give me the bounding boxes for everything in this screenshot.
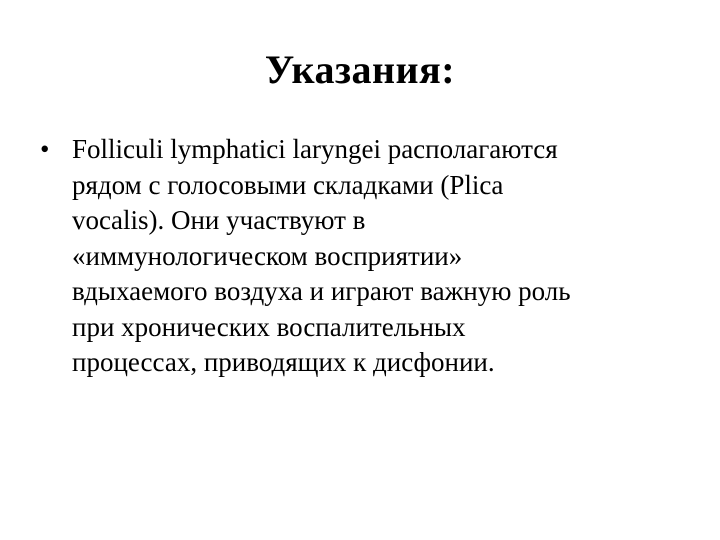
bullet-item (38, 132, 678, 381)
bullet-text-line: процессах, приводящих к дисфонии. (72, 347, 495, 377)
bullet-text-line: «иммунологическом восприятии» (72, 240, 463, 271)
bullet-text-line: vocalis). Они участвуют в (72, 205, 366, 235)
bullet-icon: • (40, 134, 50, 164)
bullet-text-line: Folliculi lymphatici laryngei располагаются (72, 134, 558, 164)
bullet-text-line: рядом с голосовыми складками (Plica (72, 169, 504, 200)
slide-title: Указания: (264, 47, 456, 92)
slide-body (38, 132, 678, 381)
bullet-text-line: вдыхаемого воздуха и играют важную роль (72, 276, 571, 306)
bullet-text-line: при хронических воспалительных (72, 311, 466, 342)
